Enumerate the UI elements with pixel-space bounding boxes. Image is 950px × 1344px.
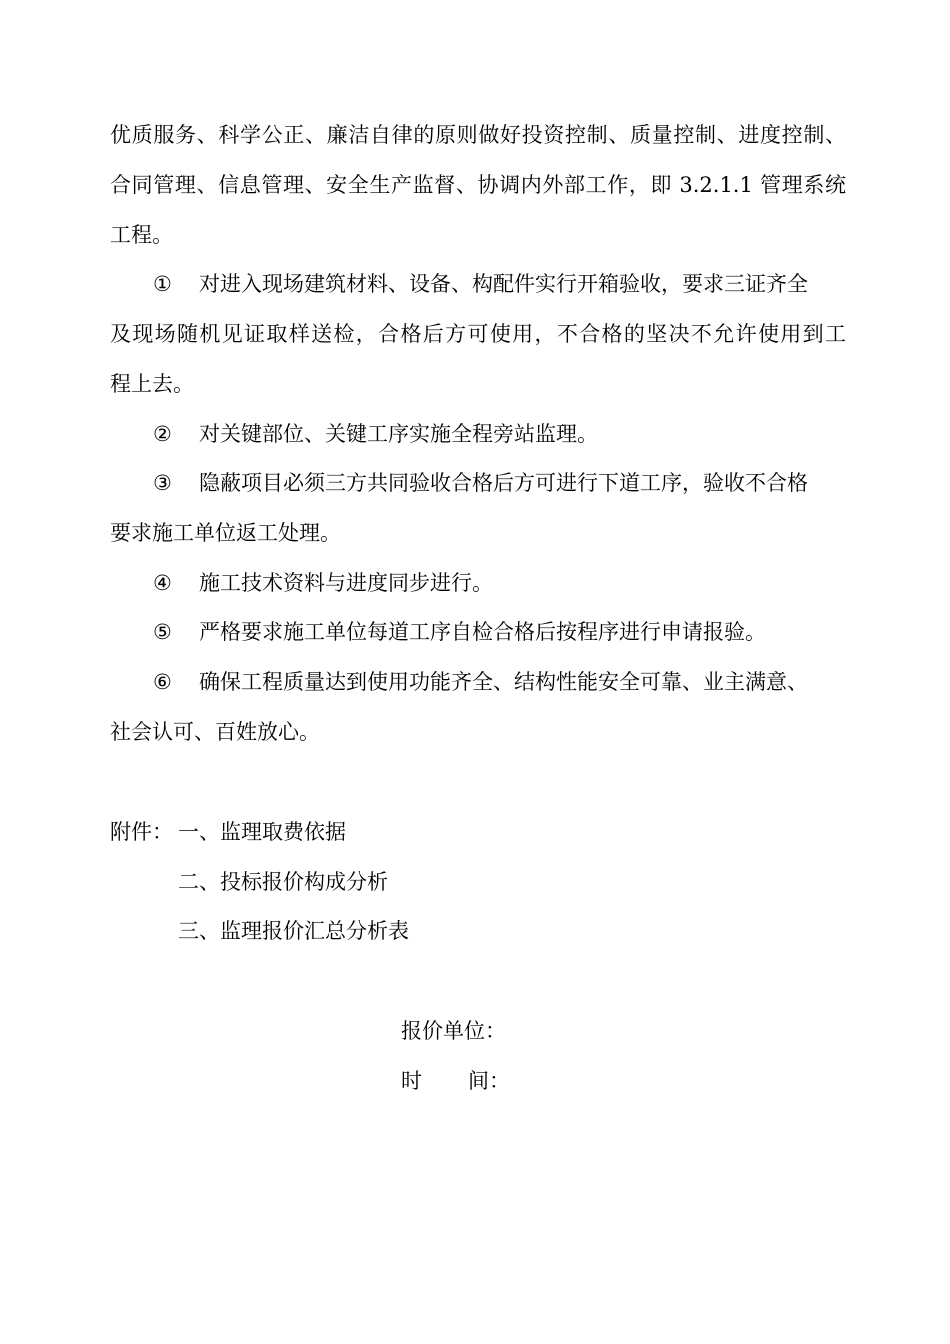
intro-line-2: 合同管理、信息管理、安全生产监督、协调内外部工作，即 3.2.1.1 管理系统	[110, 173, 846, 197]
item-1-line-2: 及现场随机见证取样送检，合格后方可使用，不合格的坚决不允许使用到工	[110, 322, 846, 346]
item-number: ④	[153, 571, 172, 595]
quote-unit-label: 报价单位：	[401, 1019, 506, 1043]
item-text: 隐蔽项目必须三方共同验收合格后方可进行下道工序，验收不合格	[199, 471, 808, 495]
attachments-label: 附件：	[110, 820, 173, 844]
item-3-line-2: 要求施工单位返工处理。	[110, 521, 341, 545]
time-label-part-2: 间：	[468, 1069, 510, 1093]
item-number: ①	[153, 272, 172, 296]
item-6-line-2: 社会认可、百姓放心。	[110, 720, 320, 744]
attachment-item-2: 二、投标报价构成分析	[178, 870, 388, 894]
item-number: ⑥	[153, 670, 172, 694]
list-item	[153, 419, 598, 449]
item-number: ②	[153, 422, 172, 446]
list-item	[153, 667, 808, 697]
intro-line-1: 优质服务、科学公正、廉洁自律的原则做好投资控制、质量控制、进度控制、	[110, 123, 846, 147]
intro-line-3: 工程。	[110, 223, 173, 247]
time-label-part-1: 时	[401, 1069, 422, 1093]
item-text: 确保工程质量达到使用功能齐全、结构性能安全可靠、业主满意、	[199, 670, 808, 694]
item-number: ③	[153, 471, 172, 495]
list-item	[153, 468, 808, 498]
item-text: 严格要求施工单位每道工序自检合格后按程序进行申请报验。	[199, 620, 766, 644]
item-text: 对进入现场建筑材料、设备、构配件实行开箱验收，要求三证齐全	[199, 272, 808, 296]
attachment-item-3: 三、监理报价汇总分析表	[178, 919, 409, 943]
item-text: 对关键部位、关键工序实施全程旁站监理。	[199, 422, 598, 446]
attachment-item-1: 一、监理取费依据	[178, 820, 346, 844]
item-number: ⑤	[153, 620, 172, 644]
item-1-line-3: 程上去。	[110, 372, 194, 396]
list-item	[153, 269, 846, 299]
time-label	[401, 1066, 510, 1096]
item-text: 施工技术资料与进度同步进行。	[199, 571, 493, 595]
list-item	[153, 617, 766, 647]
list-item	[153, 568, 493, 598]
